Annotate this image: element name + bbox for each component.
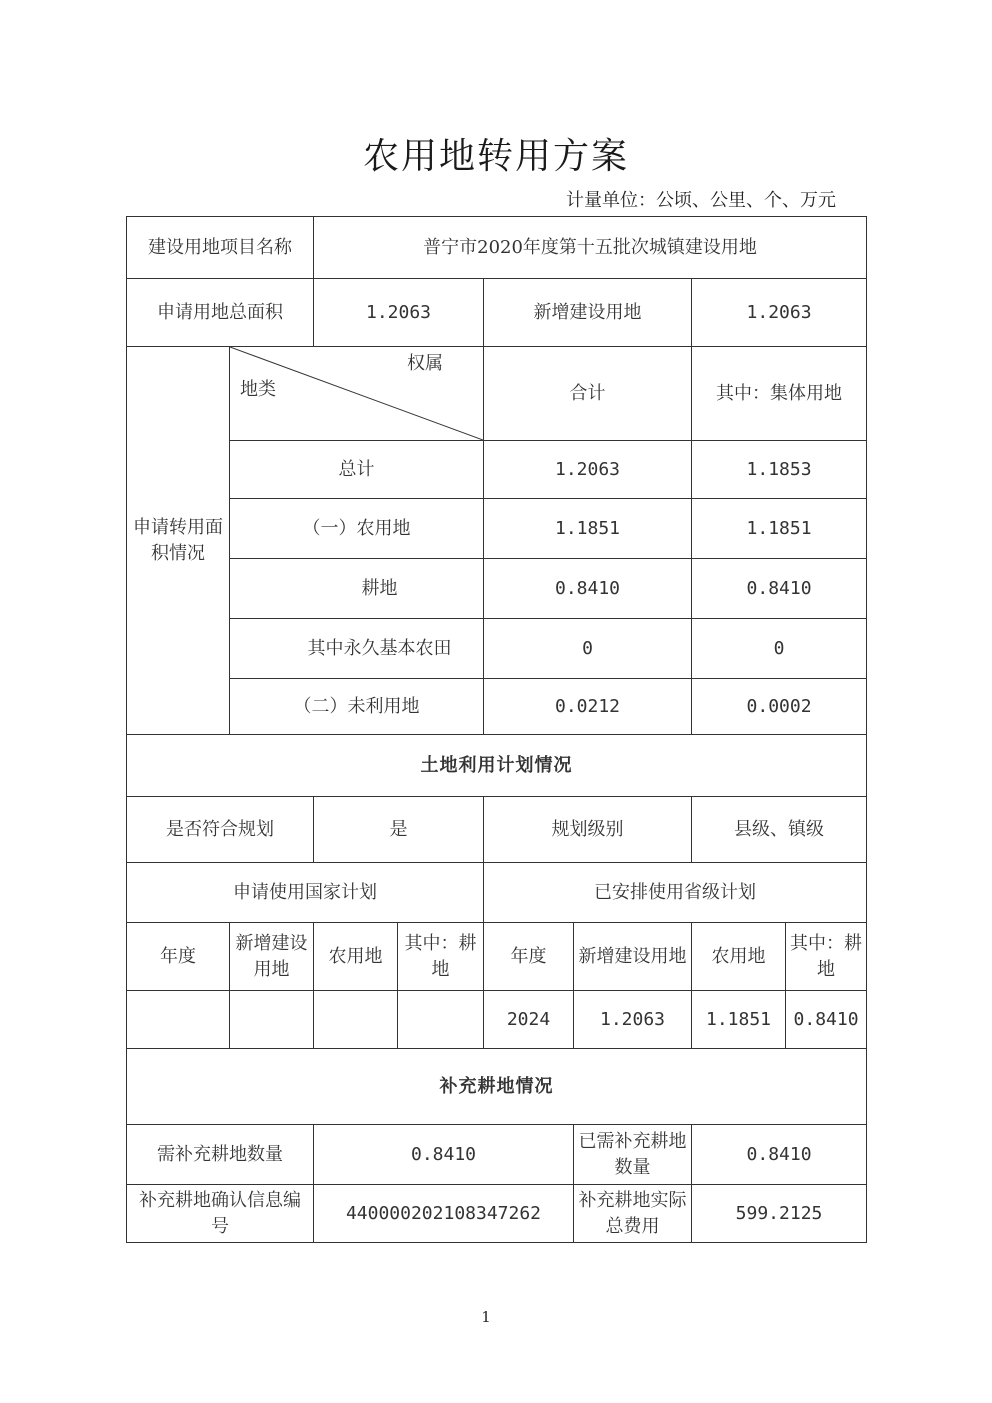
required-supplement-value: 0.8410 (314, 1125, 574, 1185)
new-construction-value: 1.2063 (692, 279, 867, 347)
national-plan-label: 申请使用国家计划 (127, 863, 484, 923)
row-cultivated-total: 0.8410 (484, 559, 692, 619)
row-label-unused: （二）未利用地 (230, 679, 484, 735)
conform-value: 是 (314, 797, 484, 863)
provincial-year: 2024 (484, 991, 574, 1049)
col-collective-header: 其中：集体用地 (692, 347, 867, 441)
total-cost-value: 599.2125 (692, 1185, 867, 1243)
new-construction-label: 新增建设用地 (484, 279, 692, 347)
col-header-cultivated: 其中：耕地 (398, 923, 484, 991)
required-supplement-label: 需补充耕地数量 (127, 1125, 314, 1185)
row-label-total: 总计 (230, 441, 484, 499)
row-agricultural-collective: 1.1851 (692, 499, 867, 559)
col-header-agricultural: 农用地 (692, 923, 786, 991)
col-header-new-construction: 新增建设用地 (574, 923, 692, 991)
plan-level-label: 规划级别 (484, 797, 692, 863)
total-area-label: 申请用地总面积 (127, 279, 314, 347)
supplement-heading: 补充耕地情况 (127, 1049, 867, 1125)
page-number: 1 (481, 1308, 491, 1326)
national-year (127, 991, 230, 1049)
done-supplement-label: 已需补充耕地数量 (574, 1125, 692, 1185)
row-basic-farmland-total: 0 (484, 619, 692, 679)
col-header-year: 年度 (484, 923, 574, 991)
provincial-plan-label: 已安排使用省级计划 (484, 863, 867, 923)
col-header-new-construction: 新增建设用地 (230, 923, 314, 991)
row-unused-collective: 0.0002 (692, 679, 867, 735)
conversion-section-label: 申请转用面积情况 (127, 347, 230, 735)
diagonal-header-cell (230, 347, 484, 441)
confirm-number-value: 440000202108347262 (314, 1185, 574, 1243)
land-plan-heading: 土地利用计划情况 (127, 735, 867, 797)
row-agricultural-total: 1.1851 (484, 499, 692, 559)
provincial-cultivated: 0.8410 (786, 991, 867, 1049)
row-unused-total: 0.0212 (484, 679, 692, 735)
conform-label: 是否符合规划 (127, 797, 314, 863)
col-total-header: 合计 (484, 347, 692, 441)
total-cost-label: 补充耕地实际总费用 (574, 1185, 692, 1243)
diag-landtype-label: 地类 (240, 379, 276, 400)
provincial-new-construction: 1.2063 (574, 991, 692, 1049)
total-area-value: 1.2063 (314, 279, 484, 347)
col-header-cultivated: 其中：耕地 (786, 923, 867, 991)
col-header-year: 年度 (127, 923, 230, 991)
provincial-agricultural: 1.1851 (692, 991, 786, 1049)
plan-level-value: 县级、镇级 (692, 797, 867, 863)
row-total-total: 1.2063 (484, 441, 692, 499)
row-cultivated-collective: 0.8410 (692, 559, 867, 619)
unit-label: 计量单位：公顷、公里、个、万元 (566, 190, 836, 211)
land-conversion-table (126, 216, 867, 1243)
diag-ownership-label: 权属 (407, 353, 443, 374)
national-new-construction (230, 991, 314, 1049)
project-name-value: 普宁市2020年度第十五批次城镇建设用地 (314, 217, 867, 279)
row-label-basic-farmland: 其中永久基本农田 (230, 619, 484, 679)
row-total-collective: 1.1853 (692, 441, 867, 499)
row-basic-farmland-collective: 0 (692, 619, 867, 679)
row-label-cultivated: 耕地 (230, 559, 484, 619)
col-header-agricultural: 农用地 (314, 923, 398, 991)
document-title: 农用地转用方案 (362, 136, 629, 177)
project-name-label: 建设用地项目名称 (127, 217, 314, 279)
row-label-agricultural: （一）农用地 (230, 499, 484, 559)
national-agricultural (314, 991, 398, 1049)
national-cultivated (398, 991, 484, 1049)
done-supplement-value: 0.8410 (692, 1125, 867, 1185)
confirm-number-label: 补充耕地确认信息编号 (127, 1185, 314, 1243)
